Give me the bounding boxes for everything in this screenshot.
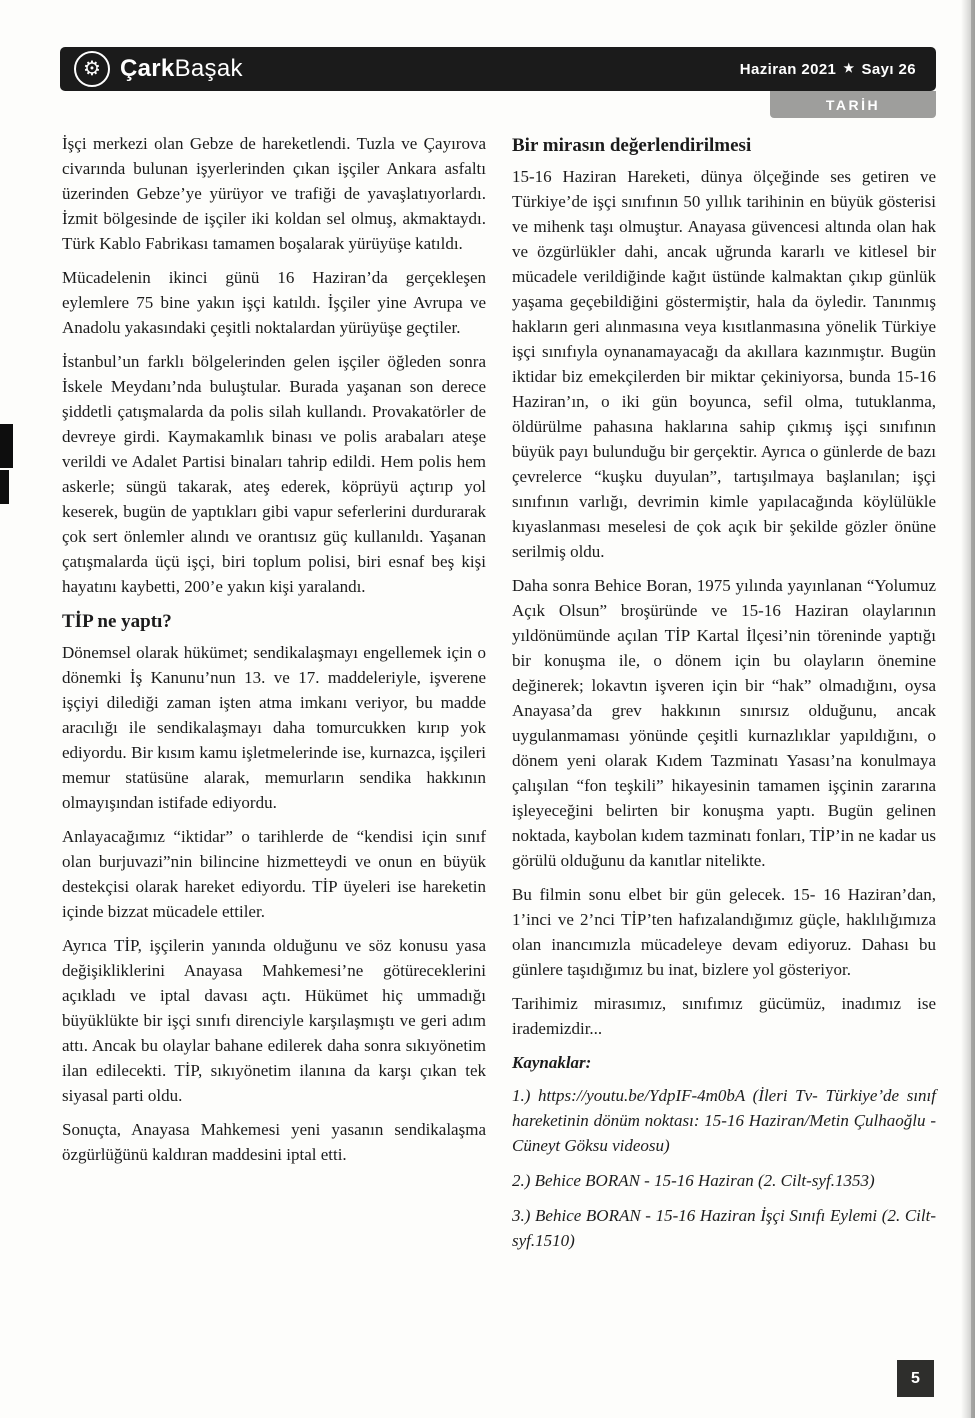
paragraph: İşçi merkezi olan Gebze de hareketlendi. Tuzla ve Çayırova civarında bulunan işyerlerinden çıkan işçiler Ankara asfaltı üzerinden Gebze’ye yürüyor ve trafiği de yavaşlatıyorlardı. İzmit bölgesinde de işçiler iki koldan sel olmuş, akmaktaydı. Türk Kablo Fabrikası tamamen boşalarak yürüyüşe katıldı. [62, 134, 486, 253]
paragraph: Dönemsel olarak hükümet; sendikalaşmayı engellemek için o dönemki İş Kanunu’nun 13. ve 17. maddeleriyle, işverene işçiyi dilediği zaman işten atma imkanı veriyor, bu madde aracılığı ile sendikalaşmayı daha tomurcukken kırıp yok ediyordu. Bir kısım kamu işletmelerinde ise, kurnazca, işçileri memur statüsüne alarak, memurların sendika hakkının olmayışından istifade ediyordu. [62, 643, 486, 812]
source-item: 2.) Behice BORAN - 15-16 Haziran (2. Cilt-syf.1353) [512, 1171, 875, 1190]
issue-number: Sayı 26 [861, 60, 916, 78]
paragraph: İstanbul’un farklı bölgelerinden gelen işçiler öğleden sonra İskele Meydanı’nda buluştular. Burada yaşanan son derece şiddetli çatışmalarda da polis silah kullandı. Provakatörler de devreye girdi. Kaymakamlık binası ve polis arabaları ateşe verildi ve Adalet Partisi binaları tahrip edildi. Hem polis hem askerle; süngü takarak, ateş ederek, köprüyü açtırıp yol keserek, bugün de yaptıkları gibi vapur seferlerini durdurarak çok sert önlemler alındı ve orantısız güç kullanıldı. Yaşanan çatışmalarda üçü işçi, biri toplum polisi, biri esnaf beş kişi hayatını kaybetti, 200’e yakın kişi yaralandı. [62, 352, 486, 596]
brand-name-bold: Çark [120, 55, 175, 82]
source-item: 1.) https://youtu.be/YdpIF-4m0bA (İleri Tv- Türkiye’de sınıf hareketinin dönüm noktası: 15-16 Haziran/Metin Çulhaoğlu -Cüneyt Göksu videosu) [512, 1086, 936, 1155]
brand-name [120, 55, 243, 83]
paragraph: Ayrıca TİP, işçilerin yanında olduğunu ve söz konusu yasa değişikliklerini Anayasa Mahkemesi’ne götüreceklerini açıkladı ve iptal davası açtı. Hükümet hiç ummadığı büyüklükte bir işçi sınıfı direnciyle karşılaşmıştı ve geri adım attı. Ancak bu olaylar bahane edilerek daha sonra sıkıyönetim ilan edilecekti. TİP, sıkıyönetim ilanına da karşı çıkan tek siyasal parti oldu. [62, 936, 486, 1105]
paragraph: Daha sonra Behice Boran, 1975 yılında yayınlanan “Yolumuz Açık Olsun” broşüründe ve 15-16 Haziran olaylarının yıldönümünde açılan TİP Kartal İlçesi’nin töreninde yaptığı bir konuşma ile, o dönem için bu olayların önemine değinerek; lokavtın işveren için bir “hak” olmadığını, oysa Anayasa’da grev hakkının sınırsız olduğunu, ancak uygulanmaması yönünde çeşitli kurnazlıklar yapıldığını, o dönem yeni olarak Kıdem Tazminatı Yasası’na konulmaya çalışılan “fon teşkili” hikayesinin tamamen işçinin zararına işleyeceğini belirten bir konuşma yaptı. Bugün gelinen noktada, kaybolan kıdem tazminatı fonları, TİP’in ne kadar us görülü olduğunu da kanıtlar nitelikte. [512, 576, 936, 870]
scan-edge-line [971, 0, 975, 1418]
paragraph: Tarihimiz mirasımız, sınıfımız gücümüz, inadımız ise irademizdir... [512, 994, 936, 1038]
paragraph: Sonuçta, Anayasa Mahkemesi yeni yasanın sendikalaşma özgürlüğünü kaldıran maddesini iptal etti. [62, 1120, 486, 1164]
paragraph: Anlayacağımız “iktidar” o tarihlerde de “kendisi için sınıf olan burjuvazi”nin bilincine hizmetteydi ve onun en büyük destekçisi olarak hareket ediyordu. TİP üyeleri ise hareketin içinde bizzat mücadele ettiler. [62, 827, 486, 921]
star-icon: ★ [843, 61, 855, 75]
article-body [62, 131, 936, 1263]
brand [74, 51, 243, 87]
paragraph: 15-16 Haziran Hareketi, dünya ölçeğinde ses getiren ve Türkiye’de işçi sınıfının 50 yıllık tarihinin en büyük gösterisi ve mihenk taşı olmuştur. Anayasa güvencesi altında olan hak ve özgürlükler dahi, ancak uğrunda kararlı ve kitlesel bir mücadele verildiğinde kağıt üstünde kalmaktan çıkıp günlük yaşama geçebildiğini göstermiştir, hala da öyledir. Tanınmış hakların geri alınmasına veya kısıtlanmasına yönelik Türkiye işçi sınıfıyla oynanamayacağı da akıllara kazınmıştır. Bugün iktidar biz emekçilerden bir miktar çekiniyorsa, bunda 15-16 Haziran’ın, o iki gün boyunca, sefil olma, tutuklanma, öldürülme pahasına haklarına sahip çıkmış işçi sınıfının büyük payı bulunduğu bir gerçektir. Ayrıca o günlerde de bazı çevrelerce “kuşku duyulan”, tartışılmaya başlanılan; işçi sınıfının varlığı, devrimin kimle yapılacağında köylülükle kıyaslanması meselesi de çok açık bir şekilde gözler önüne serilmiş oldu. [512, 167, 936, 561]
paragraph: Mücadelenin ikinci günü 16 Haziran’da gerçekleşen eylemlere 75 bine yakın işçi katıldı. İşçiler yine Avrupa ve Anadolu yakasındaki çeşitli noktalardan yürüyüşe geçtiler. [62, 268, 486, 337]
masthead-bar [60, 47, 936, 91]
scan-artifact [0, 470, 9, 504]
paragraph: Bu filmin sonu elbet bir gün gelecek. 15- 16 Haziran’dan, 1’inci ve 2’nci TİP’ten hafızalandığımız güçle, haklılığımıza olan inancımızla mücadeleye devam ediyoruz. Dahası bu günlere taşıdığımız bu inat, bizlere yol gösteriyor. [512, 885, 936, 979]
section-heading-tip-ne-yapti: TİP ne yaptı? [62, 611, 172, 632]
section-tab-tarih: TARİH [770, 91, 936, 118]
scan-artifact [0, 424, 13, 468]
left-column [62, 131, 486, 1263]
right-column [512, 131, 936, 1263]
section-heading-bir-mirasin: Bir mirasın değerlendirilmesi [512, 135, 752, 156]
sources-heading: Kaynaklar: [512, 1053, 592, 1072]
issue-date: Haziran 2021 [739, 60, 837, 78]
gear-icon: ⚙ [83, 58, 101, 80]
brand-name-regular: Başak [174, 55, 243, 82]
source-item: 3.) Behice BORAN - 15-16 Haziran İşçi Sınıfı Eylemi (2. Cilt-syf.1510) [512, 1206, 936, 1250]
tip-logo-icon [74, 51, 110, 87]
issue-info [740, 61, 916, 78]
page-number: 5 [897, 1360, 934, 1397]
